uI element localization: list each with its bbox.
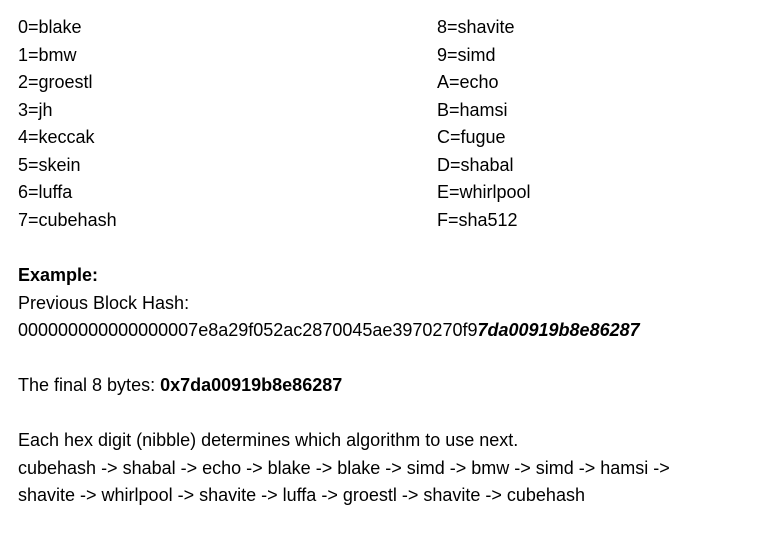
hash-prefix: 000000000000000007e8a29f052ac2870045ae3970270f9 <box>18 320 478 340</box>
algorithm-mapping-list <box>18 14 768 234</box>
document-content <box>18 14 768 505</box>
mapping-item: 6=luffa <box>18 182 73 202</box>
mapping-item: 8=shavite <box>437 17 515 37</box>
mapping-column-left <box>18 14 117 234</box>
mapping-item: B=hamsi <box>437 99 508 120</box>
mapping-item: D=shabal <box>437 154 514 175</box>
example-section <box>18 262 640 345</box>
final-bytes-label: The final 8 bytes: <box>18 375 161 395</box>
mapping-item: 4=keccak <box>18 127 95 147</box>
final-bytes-line <box>18 372 342 400</box>
example-heading: Example: <box>18 265 99 285</box>
mapping-item: 7=cubehash <box>18 209 117 230</box>
algorithm-sequence-line-2: shavite -> whirlpool -> shavite -> luffa -> groestl -> shavite -> cubehash <box>18 485 585 505</box>
previous-block-hash-value <box>18 317 640 345</box>
mapping-item: 0=blake <box>18 17 82 37</box>
mapping-column-right <box>437 14 531 234</box>
mapping-item: 2=groestl <box>18 72 93 92</box>
explanation-section <box>18 427 670 510</box>
mapping-item: 3=jh <box>18 99 53 120</box>
mapping-item: A=echo <box>437 72 499 92</box>
mapping-item: 9=simd <box>437 44 496 65</box>
final-bytes-value: 0x7da00919b8e86287 <box>160 375 343 395</box>
mapping-item: C=fugue <box>437 127 506 147</box>
hash-final-bytes: 7da00919b8e86287 <box>477 320 640 340</box>
explanation-text: Each hex digit (nibble) determines which algorithm to use next. <box>18 430 519 450</box>
previous-block-hash-label: Previous Block Hash: <box>18 292 190 313</box>
algorithm-sequence-line-1: cubehash -> shabal -> echo -> blake -> blake -> simd -> bmw -> simd -> hamsi -> <box>18 457 670 478</box>
mapping-item: E=whirlpool <box>437 182 531 202</box>
mapping-item: 1=bmw <box>18 44 77 65</box>
mapping-item: 5=skein <box>18 154 81 175</box>
mapping-item: F=sha512 <box>437 209 518 230</box>
